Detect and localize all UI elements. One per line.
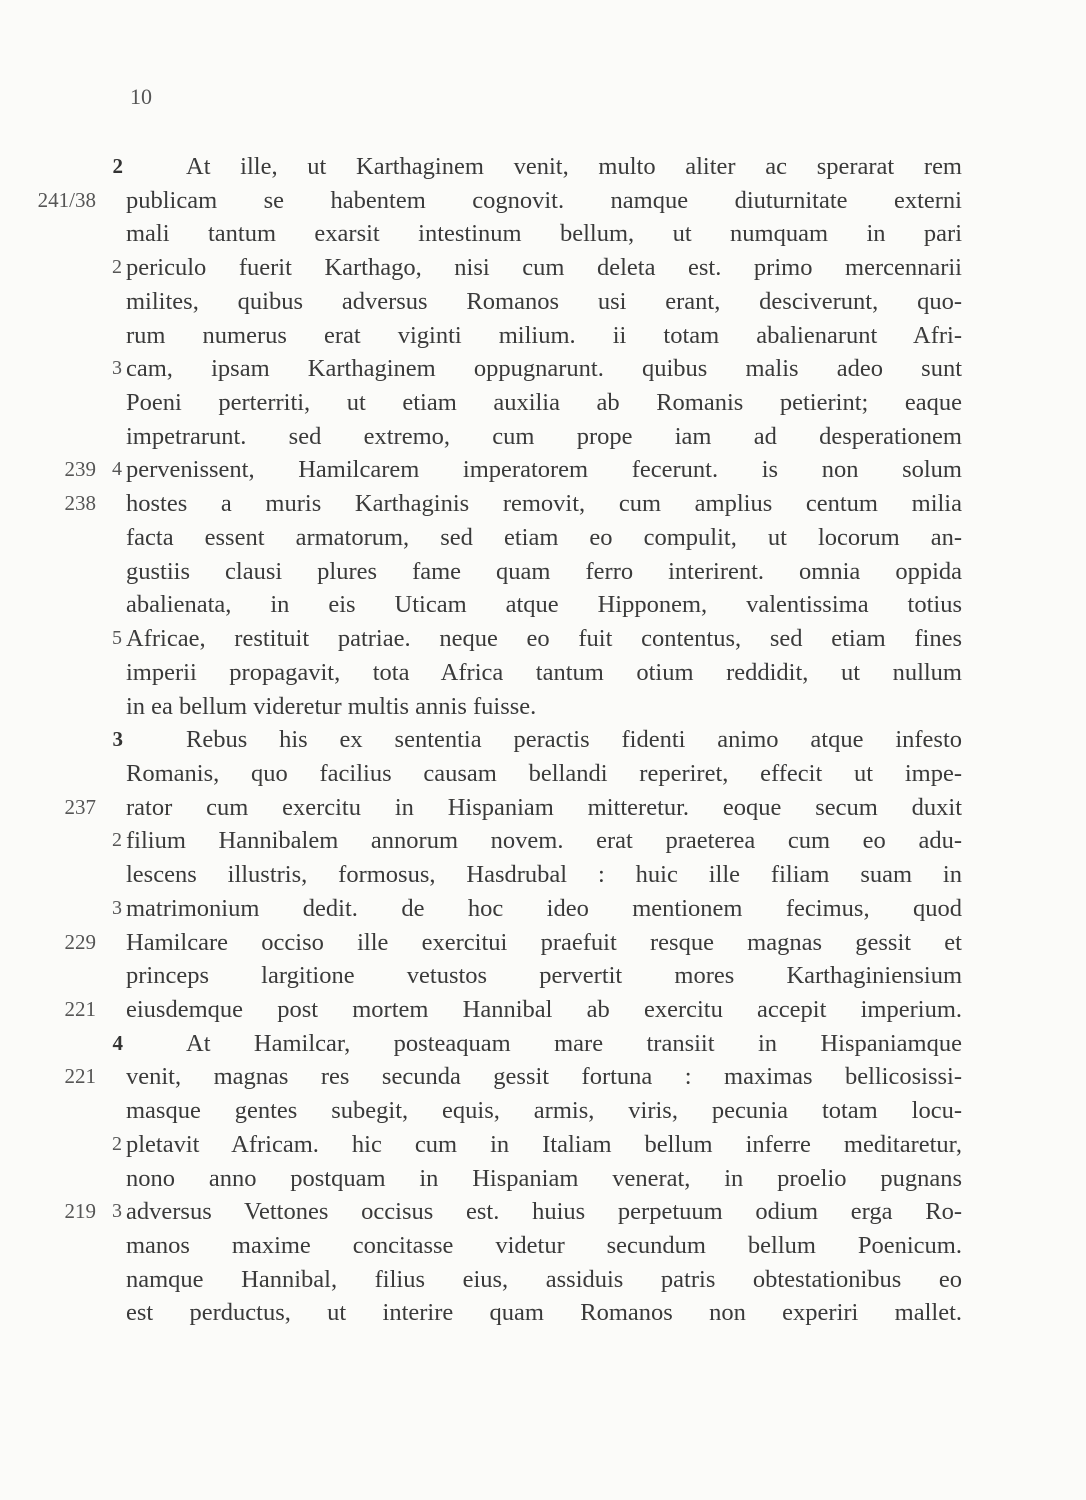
text-line — [0, 690, 1086, 724]
margin-year-note: 237 — [64, 794, 96, 819]
text-line — [0, 656, 1086, 690]
text-line — [0, 184, 1086, 218]
text-line — [0, 453, 1086, 487]
line-text: est perductus, ut interire quam Romanos non experiri mallet. — [126, 1299, 962, 1327]
line-text: pletavit Africam. hic cum in Italiam bellum inferre meditaretur, — [126, 1130, 962, 1158]
margin-year-note: 229 — [64, 929, 96, 954]
margin-year-note: 238 — [64, 491, 96, 516]
line-text: venit, magnas res secunda gessit fortuna : maximas bellicosissi- — [126, 1063, 962, 1091]
chapter-number: 3 — [112, 727, 123, 752]
text-line — [0, 1027, 1086, 1061]
margin-year-note: 239 — [64, 457, 96, 482]
text-line — [0, 791, 1086, 825]
margin-year-note: 221 — [64, 1064, 96, 1089]
line-text: adversus Vettones occisus est. huius perpetuum odium erga Ro- — [126, 1198, 962, 1226]
line-text: imperii propagavit, tota Africa tantum otium reddidit, ut nullum — [126, 658, 962, 686]
text-line — [0, 1195, 1086, 1229]
line-text: Romanis, quo facilius causam bellandi reperiret, effecit ut impe- — [126, 759, 962, 787]
text-line — [0, 319, 1086, 353]
section-number: 3 — [112, 357, 122, 380]
section-number: 5 — [112, 627, 122, 650]
chapter-number: 4 — [112, 1030, 123, 1055]
line-text: nono anno postquam in Hispaniam venerat, in proelio pugnans — [126, 1164, 962, 1192]
section-number: 3 — [112, 896, 122, 919]
text-line — [0, 386, 1086, 420]
line-text: eiusdemque post mortem Hannibal ab exercitu accepit imperium. — [126, 995, 962, 1023]
line-text: Africae, restituit patriae. neque eo fuit contentus, sed etiam fines — [126, 625, 962, 653]
margin-year-note: 221 — [64, 996, 96, 1021]
line-text: hostes a muris Karthaginis removit, cum amplius centum milia — [126, 490, 962, 518]
text-line — [0, 926, 1086, 960]
line-text: gustiis clausi plures fame quam ferro interirent. omnia oppida — [126, 557, 962, 585]
text-line — [0, 858, 1086, 892]
text-line — [0, 285, 1086, 319]
line-text: princeps largitione vetustos pervertit mores Karthaginiensium — [126, 962, 962, 990]
line-text: impetrarunt. sed extremo, cum prope iam ad desperationem — [126, 422, 962, 450]
text-line — [0, 1296, 1086, 1330]
text-line — [0, 521, 1086, 555]
margin-year-note: 219 — [64, 1199, 96, 1224]
line-text: Rebus his ex sententia peractis fidenti animo atque infesto — [186, 726, 962, 754]
line-text: filium Hannibalem annorum novem. erat praeterea cum eo adu- — [126, 827, 962, 855]
margin-year-note: 241/38 — [37, 187, 96, 212]
line-text: facta essent armatorum, sed etiam eo compulit, ut locorum an- — [126, 523, 962, 551]
text-line — [0, 993, 1086, 1027]
line-text: manos maxime concitasse videtur secundum bellum Poenicum. — [126, 1232, 962, 1259]
text-line — [0, 555, 1086, 589]
line-text: rator cum exercitu in Hispaniam mitteretur. eoque secum duxit — [126, 793, 962, 821]
text-line — [0, 1162, 1086, 1196]
line-text: lescens illustris, formosus, Hasdrubal : huic ille filiam suam in — [126, 861, 962, 889]
text-line — [0, 1094, 1086, 1128]
line-text: matrimonium dedit. de hoc ideo mentionem fecimus, quod — [126, 894, 962, 922]
line-text: Poeni perterriti, ut etiam auxilia ab Romanis petierint; eaque — [126, 389, 962, 417]
text-line — [0, 1060, 1086, 1094]
text-line — [0, 1128, 1086, 1162]
section-number: 2 — [112, 1132, 122, 1155]
text-line — [0, 959, 1086, 993]
text-line — [0, 892, 1086, 926]
line-text: mali tantum exarsit intestinum bellum, ut numquam in pari — [126, 220, 962, 248]
text-line — [0, 352, 1086, 386]
text-block — [0, 150, 1086, 1330]
chapter-number: 2 — [112, 154, 123, 178]
line-text: periculo fuerit Karthago, nisi cum deleta est. primo mercennarii — [126, 254, 962, 282]
page-number: 10 — [130, 84, 152, 109]
section-number: 2 — [112, 256, 122, 279]
line-text: masque gentes subegit, equis, armis, viris, pecunia totam locu- — [126, 1097, 962, 1125]
text-line — [0, 588, 1086, 622]
line-text: At Hamilcar, posteaquam mare transiit in Hispaniamque — [186, 1029, 962, 1057]
line-text: cam, ipsam Karthaginem oppugnarunt. quibus malis adeo sunt — [126, 355, 962, 383]
line-text: in ea bellum videretur multis annis fuisse. — [126, 692, 537, 720]
section-number: 2 — [112, 829, 122, 852]
line-text: At ille, ut Karthaginem venit, multo aliter ac sperarat rem — [186, 153, 962, 180]
line-text: abalienata, in eis Uticam atque Hipponem, valentissima totius — [126, 591, 962, 619]
text-line — [0, 420, 1086, 454]
text-line — [0, 150, 1086, 184]
line-text: namque Hannibal, filius eius, assiduis patris obtestationibus eo — [126, 1265, 962, 1293]
line-text: milites, quibus adversus Romanos usi erant, desciverunt, quo- — [126, 287, 962, 315]
text-line — [0, 824, 1086, 858]
line-text: rum numerus erat viginti milium. ii totam abalienarunt Afri- — [126, 321, 962, 349]
line-text: pervenissent, Hamilcarem imperatorem fecerunt. is non solum — [126, 456, 962, 484]
line-text: Hamilcare occiso ille exercitui praefuit resque magnas gessit et — [126, 928, 962, 956]
text-line — [0, 251, 1086, 285]
line-text: publicam se habentem cognovit. namque diuturnitate externi — [126, 186, 962, 214]
text-line — [0, 487, 1086, 521]
text-line — [0, 217, 1086, 251]
section-number: 4 — [112, 458, 122, 481]
text-line — [0, 1229, 1086, 1263]
text-line — [0, 723, 1086, 757]
text-line — [0, 1263, 1086, 1297]
section-number: 3 — [112, 1200, 122, 1223]
text-line — [0, 757, 1086, 791]
text-line — [0, 622, 1086, 656]
